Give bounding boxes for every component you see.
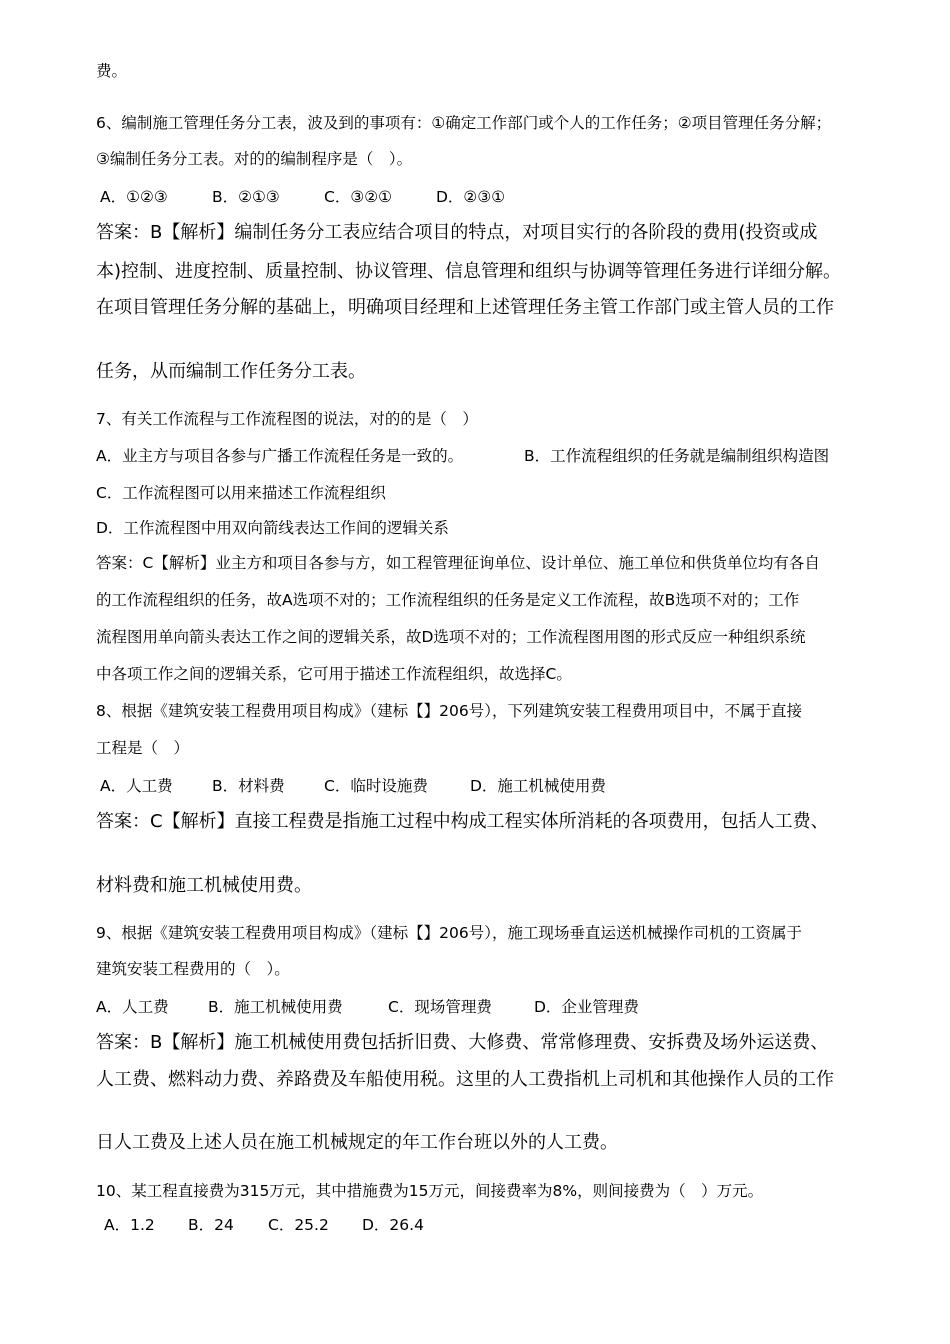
answer-7-cont: 的工作流程组织的任务，故A选项不对的；工作流程组织的任务是定义工作流程，故B选项不对的；工作 xyxy=(96,591,800,609)
answer-9-cont: 日人工费及上述人员在施工机械规定的年工作台班以外的人工费。 xyxy=(96,1132,618,1153)
question-7-option-c: C．工作流程图可以用来描述工作流程组织 xyxy=(96,484,386,502)
question-9-stem-cont: 建筑安装工程费用的（ ）。 xyxy=(96,960,290,978)
text-line: 费。 xyxy=(96,62,128,80)
question-6-stem-cont: ③编制任务分工表。对的的编制程序是（ ）。 xyxy=(96,150,413,168)
answer-7-cont: 流程图用单向箭头表达工作之间的逻辑关系，故D选项不对的；工作流程图用图的形式反应一种组织系统 xyxy=(96,628,806,646)
question-8-options xyxy=(100,779,606,795)
option-a: A．人工费 xyxy=(100,777,173,795)
question-10-options xyxy=(104,1218,424,1234)
answer-8: 答案：C【解析】直接工程费是指施工过程中构成工程实体所消耗的各项费用，包括人工费、 xyxy=(96,811,829,832)
option-a: A．人工费 xyxy=(96,998,169,1016)
option-d: D．②③① xyxy=(436,188,506,206)
option-d: D．施工机械使用费 xyxy=(470,777,606,795)
answer-9: 答案：B【解析】施工机械使用费包括折旧费、大修费、常常修理费、安拆费及场外运送费、 xyxy=(96,1032,829,1053)
option-b: B．24 xyxy=(188,1216,234,1234)
question-8-stem-cont: 工程是（ ） xyxy=(96,739,190,757)
question-10-stem: 10、某工程直接费为315万元，其中措施费为15万元，间接费率为8%，则间接费为（ ）万元。 xyxy=(96,1182,764,1200)
answer-6: 答案：B【解析】编制任务分工表应结合项目的特点，对项目实行的各阶段的费用(投资或成 xyxy=(96,222,818,243)
option-b: B．施工机械使用费 xyxy=(208,998,343,1016)
question-9-options xyxy=(96,1000,639,1016)
question-8-stem: 8、根据《建筑安装工程费用项目构成》（建标【】206号），下列建筑安装工程费用项目中，不属于直接 xyxy=(96,702,802,720)
option-c: C．现场管理费 xyxy=(388,998,492,1016)
option-c: C．③②① xyxy=(324,188,393,206)
question-6-options xyxy=(100,190,505,206)
answer-6-cont: 任务，从而编制工作任务分工表。 xyxy=(96,361,366,382)
answer-7: 答案：C【解析】业主方和项目各参与方，如工程管理征询单位、设计单位、施工单位和供货单位均有各自 xyxy=(96,554,820,572)
option-b: B．材料费 xyxy=(212,777,285,795)
option-a: A．①②③ xyxy=(100,188,168,206)
answer-6-cont: 在项目管理任务分解的基础上，明确项目经理和上述管理任务主管工作部门或主管人员的工作 xyxy=(96,297,834,318)
option-d: D．企业管理费 xyxy=(534,998,639,1016)
question-7-option-d: D．工作流程图中用双向箭线表达工作间的逻辑关系 xyxy=(96,519,449,537)
question-7-options-ab xyxy=(96,449,829,465)
option-a: A．业主方与项目各参与广播工作流程任务是一致的。 xyxy=(96,447,464,465)
option-a: A．1.2 xyxy=(104,1216,155,1234)
option-b: B．②①③ xyxy=(212,188,280,206)
option-b: B．工作流程组织的任务就是编制组织构造图 xyxy=(524,447,830,465)
option-d: D．26.4 xyxy=(362,1216,424,1234)
option-c: C．25.2 xyxy=(268,1216,329,1234)
question-6-stem: 6、编制施工管理任务分工表，波及到的事项有：①确定工作部门或个人的工作任务；②项目管理任务分解； xyxy=(96,114,832,132)
answer-7-cont: 中各项工作之间的逻辑关系，它可用于描述工作流程组织，故选择C。 xyxy=(96,665,572,683)
option-c: C．临时设施费 xyxy=(324,777,428,795)
question-9-stem: 9、根据《建筑安装工程费用项目构成》（建标【】206号），施工现场垂直运送机械操作司机的工资属于 xyxy=(96,924,802,942)
answer-8-cont: 材料费和施工机械使用费。 xyxy=(96,875,312,896)
question-7-stem: 7、有关工作流程与工作流程图的说法，对的的是（ ） xyxy=(96,410,478,428)
answer-6-cont: 本)控制、进度控制、质量控制、协议管理、信息管理和组织与协调等管理任务进行详细分解。 xyxy=(96,261,842,282)
answer-9-cont: 人工费、燃料动力费、养路费及车船使用税。这里的人工费指机上司机和其他操作人员的工作 xyxy=(96,1069,834,1090)
